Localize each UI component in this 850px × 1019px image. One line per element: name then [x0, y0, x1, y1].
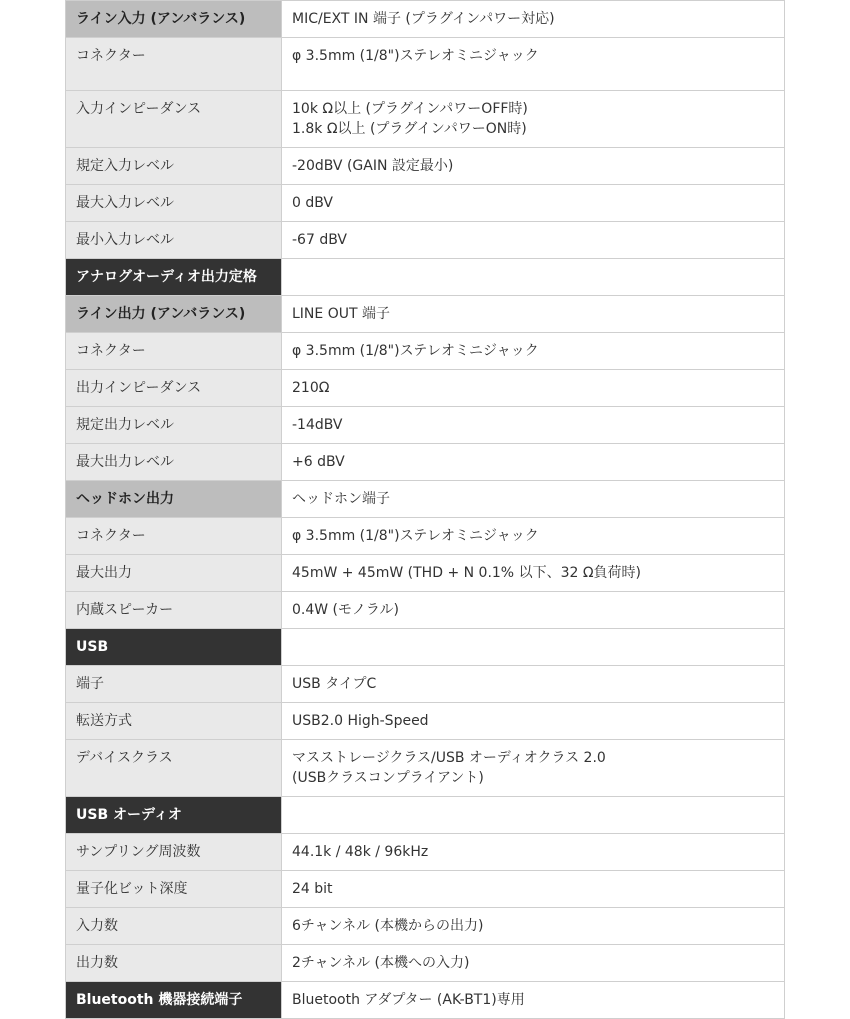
spec-label: 最小入力レベル — [66, 222, 282, 259]
spec-value-line: 24 bit — [292, 881, 333, 897]
spec-label: 入力数 — [66, 908, 282, 945]
spec-value — [282, 908, 785, 945]
spec-value — [282, 555, 785, 592]
spec-value — [282, 1, 785, 38]
spec-value — [282, 945, 785, 982]
spec-value-line: Bluetooth アダプター (AK-BT1)専用 — [292, 992, 525, 1008]
spec-row — [66, 333, 785, 370]
spec-value-line: ヘッドホン端子 — [292, 491, 390, 507]
spec-label: 最大出力 — [66, 555, 282, 592]
spec-value — [282, 259, 785, 296]
spec-value-line: +6 dBV — [292, 454, 345, 470]
spec-row — [66, 407, 785, 444]
spec-value-line: -14dBV — [292, 417, 343, 433]
spec-value-line: 44.1k / 48k / 96kHz — [292, 844, 429, 860]
spec-label: 出力インピーダンス — [66, 370, 282, 407]
spec-value — [282, 797, 785, 834]
spec-label: コネクター — [66, 518, 282, 555]
spec-value-line: 10k Ω以上 (プラグインパワーOFF時) — [292, 101, 528, 117]
spec-value-line: -20dBV (GAIN 設定最小) — [292, 158, 454, 174]
spec-value — [282, 518, 785, 555]
spec-label: コネクター — [66, 38, 282, 91]
subsection-row — [66, 481, 785, 518]
spec-value-line: MIC/EXT IN 端子 (プラグインパワー対応) — [292, 11, 555, 27]
section-title: アナログオーディオ出力定格 — [66, 259, 282, 296]
spec-label: ヘッドホン出力 — [66, 481, 282, 518]
spec-row — [66, 908, 785, 945]
spec-label: コネクター — [66, 333, 282, 370]
spec-value-line: 1.8k Ω以上 (プラグインパワーON時) — [292, 121, 527, 137]
spec-row — [66, 834, 785, 871]
spec-value — [282, 222, 785, 259]
spec-value-line: φ 3.5mm (1/8")ステレオミニジャック — [292, 528, 539, 544]
spec-value — [282, 871, 785, 908]
section-title: Bluetooth 機器接続端子 — [66, 982, 282, 1019]
spec-row — [66, 38, 785, 91]
spec-label: 入力インピーダンス — [66, 91, 282, 148]
spec-value — [282, 740, 785, 797]
spec-row — [66, 592, 785, 629]
spec-label: 端子 — [66, 666, 282, 703]
spec-value-line: φ 3.5mm (1/8")ステレオミニジャック — [292, 343, 539, 359]
spec-value-line: 6チャンネル (本機からの出力) — [292, 918, 484, 934]
spec-value — [282, 370, 785, 407]
spec-label: 最大出力レベル — [66, 444, 282, 481]
spec-value-line: 0 dBV — [292, 195, 333, 211]
spec-value — [282, 38, 785, 91]
spec-row — [66, 444, 785, 481]
spec-value — [282, 407, 785, 444]
spec-label: デバイスクラス — [66, 740, 282, 797]
subsection-row — [66, 296, 785, 333]
spec-label: 転送方式 — [66, 703, 282, 740]
spec-value-line: LINE OUT 端子 — [292, 306, 390, 322]
spec-row — [66, 518, 785, 555]
spec-value — [282, 982, 785, 1019]
spec-row — [66, 703, 785, 740]
spec-row — [66, 740, 785, 797]
spec-label: 内蔵スピーカー — [66, 592, 282, 629]
spec-value — [282, 834, 785, 871]
spec-label: 出力数 — [66, 945, 282, 982]
spec-value — [282, 185, 785, 222]
spec-label: ライン出力 (アンバランス) — [66, 296, 282, 333]
spec-label: 規定出力レベル — [66, 407, 282, 444]
section-header-row — [66, 982, 785, 1019]
spec-value — [282, 91, 785, 148]
spec-row — [66, 370, 785, 407]
spec-value-line: マスストレージクラス/USB オーディオクラス 2.0 — [292, 750, 606, 766]
spec-value — [282, 481, 785, 518]
spec-value — [282, 444, 785, 481]
spec-value-line: 210Ω — [292, 380, 330, 396]
subsection-row — [66, 1, 785, 38]
section-title: USB — [66, 629, 282, 666]
spec-value — [282, 148, 785, 185]
spec-row — [66, 555, 785, 592]
spec-value-line: USB タイプC — [292, 676, 377, 692]
spec-row — [66, 185, 785, 222]
spec-row — [66, 666, 785, 703]
spec-value-line: 0.4W (モノラル) — [292, 602, 399, 618]
spec-value-line: (USBクラスコンプライアント) — [292, 770, 484, 786]
spec-label: サンプリング周波数 — [66, 834, 282, 871]
section-header-row — [66, 629, 785, 666]
spec-value — [282, 629, 785, 666]
spec-label: 最大入力レベル — [66, 185, 282, 222]
spec-value-line: φ 3.5mm (1/8")ステレオミニジャック — [292, 48, 539, 64]
spec-value-line: 45mW + 45mW (THD + N 0.1% 以下、32 Ω負荷時) — [292, 565, 641, 581]
section-header-row — [66, 797, 785, 834]
spec-table — [65, 0, 785, 1019]
spec-row — [66, 222, 785, 259]
spec-value-line: 2チャンネル (本機への入力) — [292, 955, 470, 971]
spec-value — [282, 666, 785, 703]
spec-value — [282, 703, 785, 740]
spec-value-line: -67 dBV — [292, 232, 347, 248]
spec-table-body — [66, 1, 785, 1019]
spec-row — [66, 91, 785, 148]
section-header-row — [66, 259, 785, 296]
spec-row — [66, 945, 785, 982]
spec-label: 量子化ビット深度 — [66, 871, 282, 908]
spec-row — [66, 871, 785, 908]
spec-label: ライン入力 (アンバランス) — [66, 1, 282, 38]
spec-label: 規定入力レベル — [66, 148, 282, 185]
spec-value-line: USB2.0 High-Speed — [292, 713, 429, 729]
spec-value — [282, 333, 785, 370]
spec-value — [282, 592, 785, 629]
spec-row — [66, 148, 785, 185]
section-title: USB オーディオ — [66, 797, 282, 834]
spec-value — [282, 296, 785, 333]
